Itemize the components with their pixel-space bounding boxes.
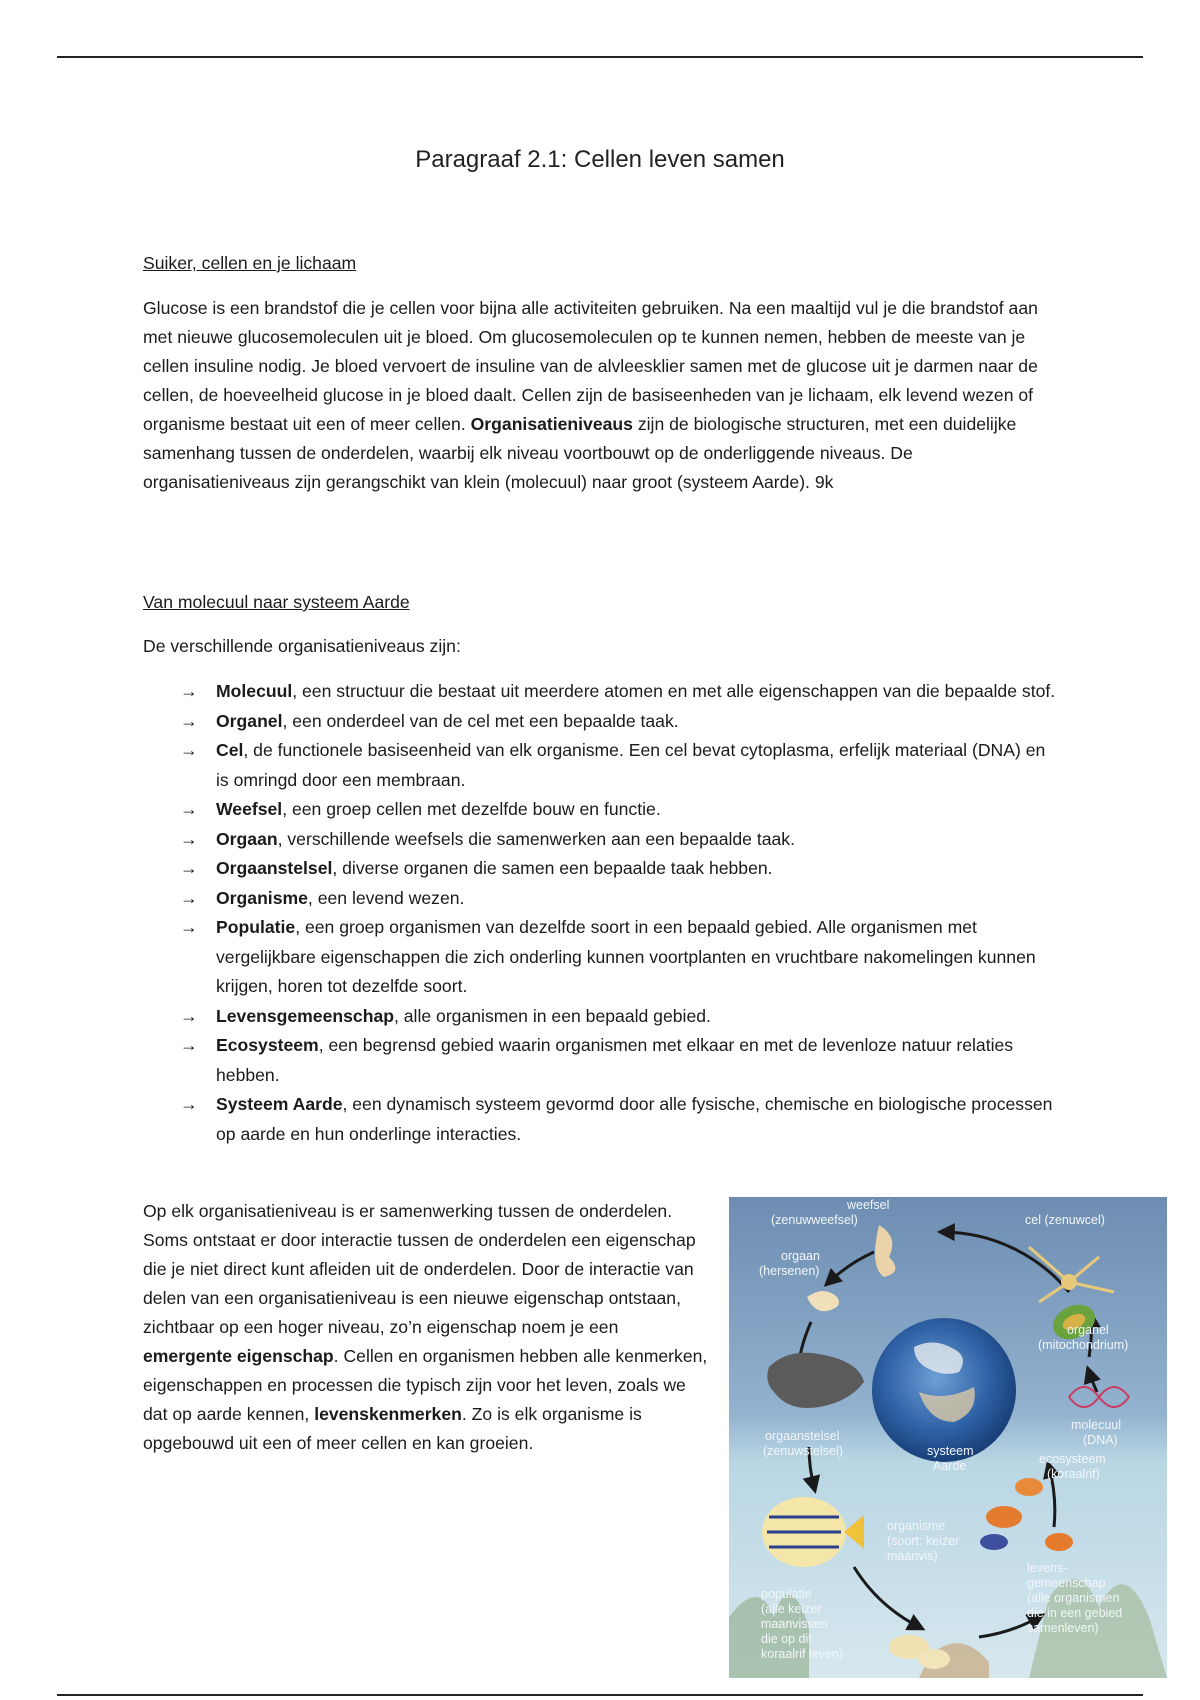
label-organel-detail: (mitochondrium): [1038, 1338, 1129, 1352]
level-description: , een dynamisch systeem gevormd door alle fysische, chemische en biologische processen op aarde en hun onderlinge interacties.: [216, 1094, 1053, 1144]
label-populatie-detail: koraalrif leven): [761, 1647, 843, 1661]
paragraph-text: . Cellen en organismen hebben alle kenmerken, eigenschappen en processen die typisch zijn voor het leven, zoals we dat op aarde kennen,: [143, 1346, 708, 1424]
term-levenskenmerken: levenskenmerken: [314, 1404, 462, 1424]
section-heading-text: Van molecuul naar systeem Aarde: [143, 592, 410, 612]
level-item-orgaanstelsel: [180, 854, 1060, 884]
label-cel: cel (zenuwcel): [1025, 1213, 1105, 1227]
level-item-ecosysteem: [180, 1031, 1060, 1090]
level-description: , een structuur die bestaat uit meerdere atomen en met alle eigenschappen van die bepaalde stof.: [292, 681, 1056, 701]
arrow-bullet-icon: →: [180, 681, 198, 701]
label-systeem: systeem: [927, 1444, 974, 1458]
level-description: , een begrensd gebied waarin organismen met elkaar en met de levenloze natuur relaties hebben.: [216, 1035, 1014, 1085]
paragraph-emergent: [143, 1197, 708, 1458]
level-term: Orgaanstelsel: [216, 858, 333, 878]
level-term: Systeem Aarde: [216, 1094, 343, 1114]
section-heading-suiker: [143, 249, 1058, 278]
level-term: Cel: [216, 740, 244, 760]
intro-text: De verschillende organisatieniveaus zijn:: [143, 636, 461, 656]
level-term: Levensgemeenschap: [216, 1005, 394, 1026]
level-item-populatie: [180, 913, 1060, 1002]
level-description: , een onderdeel van de cel met een bepaalde taak.: [282, 710, 679, 731]
level-item-weefsel: [180, 795, 1060, 825]
level-item-cel: [180, 736, 1060, 795]
label-weefsel: weefsel: [847, 1198, 890, 1212]
level-description: , de functionele basiseenheid van elk organisme. Een cel bevat cytoplasma, erfelijk materiaal (DNA) en is omringd door een membraan.: [216, 740, 1046, 790]
level-term: Organisme: [216, 887, 308, 908]
level-item-molecuul: [180, 677, 1060, 707]
level-term: Orgaan: [216, 828, 278, 849]
arrow-bullet-icon: →: [180, 828, 198, 849]
level-item-orgaan: [180, 825, 1060, 855]
label-ecosysteem-detail: (koraalrif): [1047, 1467, 1100, 1481]
label-orgaan-detail: (hersenen): [759, 1264, 820, 1278]
section-intro: [143, 632, 1058, 661]
label-molecuul: molecuul: [1071, 1418, 1122, 1432]
label-organisme-detail: (soort: keizer: [887, 1534, 960, 1548]
label-levensgemeenschap: gemeenschap: [1027, 1576, 1106, 1590]
level-term: Organel: [216, 710, 283, 731]
label-systeem-detail: Aarde: [933, 1459, 967, 1473]
section-heading-molecuul: [143, 588, 1058, 617]
arrow-bullet-icon: →: [180, 887, 198, 908]
label-populatie-detail: die op dit: [761, 1632, 812, 1646]
label-molecuul-detail: (DNA): [1083, 1433, 1118, 1447]
level-item-levensgemeenschap: [180, 1002, 1060, 1032]
label-weefsel-detail: (zenuwweefsel): [771, 1213, 858, 1227]
arrow-bullet-icon: →: [180, 1094, 198, 1114]
term-organisatieniveaus: Organisatieniveaus: [470, 414, 633, 434]
label-orgaanstelsel: orgaanstelsel: [765, 1429, 840, 1443]
level-term: Molecuul: [216, 681, 293, 701]
level-description: , alle organismen in een bepaald gebied.: [393, 1005, 711, 1026]
arrow-bullet-icon: →: [180, 740, 198, 760]
paragraph-text: . Zo is elk organisme is opgebouwd uit een of meer cellen en kan groeien.: [143, 1404, 642, 1453]
section-body-suiker: [143, 294, 1058, 497]
label-organel: organel: [1067, 1323, 1109, 1337]
paragraph-glucose: [143, 294, 1058, 497]
label-levensgemeenschap-detail: samenleven): [1027, 1621, 1099, 1635]
arrow-bullet-icon: →: [180, 799, 198, 819]
arrow-bullet-icon: →: [180, 917, 198, 937]
arrow-bullet-icon: →: [180, 858, 198, 878]
level-item-organel: [180, 707, 1060, 737]
label-levensgemeenschap-detail: (alle organismen: [1027, 1591, 1120, 1605]
paragraph-text: Glucose is een brandstof die je cellen voor bijna alle activiteiten gebruiken. Na een maaltijd vul je die brandstof aan met nieuwe glucosemoleculen uit je bloed. Om glucosemoleculen op te kunnen nemen, hebben de meeste van je cellen insuline nodig. Je bloed vervoert de insuline van de alvleesklier samen met de glucose uit je darmen naar de cellen, de hoeveelheid glucose in je bloed daalt. Cellen zijn de basiseenheden van je lichaam, elk levend wezen of organisme bestaat uit een of meer cellen.: [143, 298, 1038, 434]
term-emergente-eigenschap: emergente eigenschap: [143, 1346, 334, 1366]
organisation-levels-list: [180, 677, 1060, 1149]
label-levensgemeenschap-detail: die in een gebied: [1027, 1606, 1123, 1620]
emergent-text: [143, 1197, 708, 1458]
label-orgaan: orgaan: [781, 1249, 820, 1263]
level-term: Ecosysteem: [216, 1035, 319, 1055]
level-item-organisme: [180, 884, 1060, 914]
organisation-levels-figure: [729, 1197, 1167, 1678]
paragraph-text: zijn de biologische structuren, met een duidelijke samenhang tussen de onderdelen, waarbij elk niveau voortbouwt op de onderliggende niveaus. De organisatieniveaus zijn gerangschikt van klein (molecuul) naar groot (systeem Aarde). 9k: [143, 414, 1017, 492]
top-rule: [57, 56, 1143, 58]
page-title: Paragraaf 2.1: Cellen leven samen: [415, 146, 785, 173]
level-description: , diverse organen die samen een bepaalde taak hebben.: [332, 858, 773, 878]
label-organisme: organisme: [887, 1519, 946, 1533]
arrow-bullet-icon: →: [180, 710, 198, 731]
label-populatie-detail: (alle keizer: [761, 1602, 822, 1616]
figure-illustration: [729, 1197, 1167, 1678]
level-term: Weefsel: [216, 799, 283, 819]
arrow-bullet-icon: →: [180, 1005, 198, 1026]
label-ecosysteem: ecosysteem: [1039, 1452, 1106, 1466]
level-description: , een groep organismen van dezelfde soort in een bepaald gebied. Alle organismen met vergelijkbare eigenschappen die zich onderling kunnen voortplanten en vruchtbare nakomelingen kunnen krijgen, horen tot dezelfde soort.: [216, 917, 1036, 996]
level-description: , een groep cellen met dezelfde bouw en functie.: [282, 799, 661, 819]
earth-icon: [872, 1318, 1016, 1462]
label-populatie: populatie: [761, 1587, 812, 1601]
arrow-bullet-icon: →: [180, 1035, 198, 1055]
paragraph-text: Op elk organisatieniveau is er samenwerking tussen de onderdelen. Soms ontstaat er door interactie tussen de onderdelen een eigenschap die je niet direct kunt afleiden uit de onderdelen. Door de interactie van delen van een organisatieniveau is een nieuwe eigenschap ontstaan, zichtbaar op een hoger niveau, zo’n eigenschap noem je een: [143, 1201, 696, 1337]
level-description: , verschillende weefsels die samenwerken aan een bepaalde taak.: [277, 828, 795, 849]
section-heading-text: Suiker, cellen en je lichaam: [143, 253, 357, 273]
label-organisme-detail: maanvis): [887, 1549, 938, 1563]
bottom-rule: [57, 1694, 1143, 1696]
label-populatie-detail: maanvissen: [761, 1617, 828, 1631]
level-description: , een levend wezen.: [307, 887, 465, 908]
label-orgaanstelsel-detail: (zenuwstelsel): [763, 1444, 843, 1458]
level-term: Populatie: [216, 917, 296, 937]
level-item-systeem-aarde: [180, 1090, 1060, 1149]
label-levensgemeenschap: levens-: [1027, 1561, 1068, 1575]
